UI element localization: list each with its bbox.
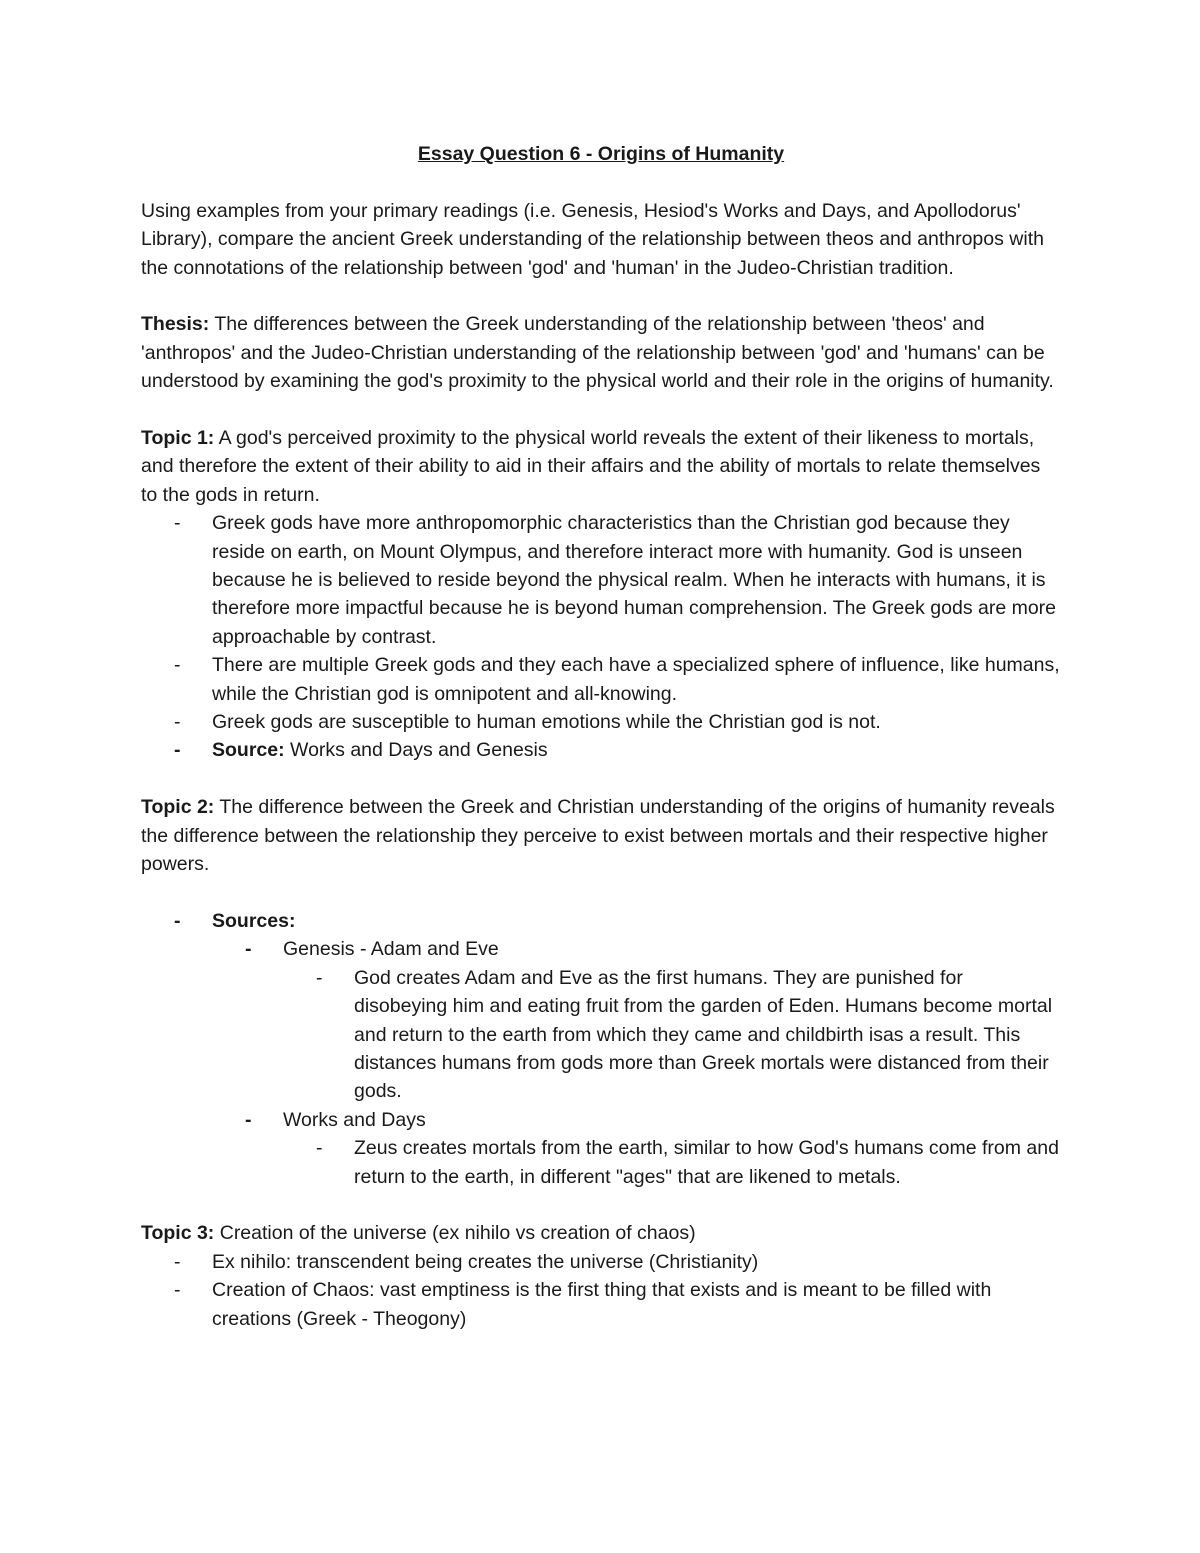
- topic3-label: Topic 3:: [141, 1222, 215, 1245]
- works-title: Works and Days: [283, 1108, 426, 1131]
- list-item: [141, 651, 1061, 708]
- spacer: [141, 1191, 1061, 1219]
- topic3-bullet-text: Creation of Chaos: vast emptiness is the first thing that exists and is meant to be filled with creations (Greek - Theogony): [212, 1279, 992, 1330]
- topic1-bullet-text: Greek gods are susceptible to human emotions while the Christian god is not.: [212, 711, 881, 734]
- list-item: [283, 964, 1061, 1106]
- genesis-title: Genesis - Adam and Eve: [283, 938, 499, 961]
- list-item: [212, 935, 1061, 1105]
- topic3-bullet-list: [141, 1248, 1061, 1333]
- dash-bullet: -: [174, 512, 181, 535]
- topic2-sources-list: [212, 935, 1061, 1191]
- list-item: [141, 1276, 1061, 1333]
- spacer: [141, 282, 1061, 310]
- genesis-detail: God creates Adam and Eve as the first humans. They are punished for disobeying him and eating fruit from the garden of Eden. Humans become mortal and return to the earth from which they came and childbirth isas a result. This distances humans from gods more than Greek mortals were distanced from their gods.: [354, 966, 1053, 1103]
- topic1-paragraph: [141, 424, 1061, 509]
- topic3-paragraph: [141, 1219, 1061, 1247]
- topic3-bullet-text: Ex nihilo: transcendent being creates the universe (Christianity): [212, 1250, 759, 1273]
- list-item: [212, 1106, 1061, 1191]
- dash-bullet: -: [174, 909, 181, 932]
- topic2-paragraph: [141, 793, 1061, 878]
- thesis-text: The differences between the Greek understanding of the relationship between 'theos' and 'anthropos' and the Judeo-Christian understanding of the relationship between 'god' and 'humans' can be understood by examining the god's proximity to the physical world and their role in the origins of humanity.: [141, 313, 1054, 393]
- topic2-text: The difference between the Greek and Christian understanding of the origins of humanity reveals the difference between the relationship they perceive to exist between mortals and their respective higher powers.: [141, 796, 1055, 876]
- thesis-label: Thesis:: [141, 313, 210, 336]
- spacer: [141, 396, 1061, 424]
- topic3-text: Creation of the universe (ex nihilo vs creation of chaos): [214, 1222, 696, 1245]
- dash-bullet: -: [245, 1108, 252, 1131]
- spacer: [141, 879, 1061, 907]
- list-item: [283, 1134, 1061, 1191]
- list-item: [141, 509, 1061, 651]
- list-item: [141, 907, 1061, 1191]
- dash-bullet: -: [316, 1137, 323, 1160]
- topic2-bullet-list: [141, 907, 1061, 1191]
- genesis-detail-list: [283, 964, 1061, 1106]
- dash-bullet: -: [174, 739, 181, 762]
- thesis-paragraph: [141, 310, 1061, 395]
- dash-bullet: -: [316, 966, 323, 989]
- topic1-source-text: Works and Days and Genesis: [284, 739, 548, 762]
- list-item: [141, 1248, 1061, 1276]
- essay-title: Essay Question 6 - Origins of Humanity: [417, 143, 785, 165]
- topic1-bullet-text: Greek gods have more anthropomorphic characteristics than the Christian god because they reside on earth, on Mount Olympus, and therefore interact more with humanity. God is unseen because he is believed to reside beyond the physical realm. When he interacts with humans, it is therefore more impactful because he is beyond human comprehension. The Greek gods are more approachable by contrast.: [212, 512, 1057, 648]
- topic1-source-label: Source:: [212, 739, 285, 762]
- topic2-sources-label: Sources:: [212, 909, 296, 932]
- document-page: [141, 140, 1061, 1333]
- dash-bullet: -: [174, 711, 181, 734]
- topic1-text: A god's perceived proximity to the physical world reveals the extent of their likeness to mortals, and therefore the extent of their ability to aid in their affairs and the ability of mortals to relate themselves to the gods in return.: [141, 427, 1041, 506]
- essay-prompt: Using examples from your primary readings (i.e. Genesis, Hesiod's Works and Days, and Apollodorus' Library), compare the ancient Greek understanding of the relationship between theos and anthropos with the connotations of the relationship between 'god' and 'human' in the Judeo-Christian tradition.: [141, 199, 1044, 279]
- topic2-label: Topic 2:: [141, 796, 215, 819]
- dash-bullet: -: [174, 1250, 181, 1273]
- works-detail: Zeus creates mortals from the earth, similar to how God's humans come from and return to the earth, in different "ages" that are likened to metals.: [354, 1137, 1059, 1188]
- list-item: [141, 708, 1061, 736]
- list-item: [141, 736, 1061, 764]
- topic1-label: Topic 1:: [141, 427, 215, 450]
- works-detail-list: [283, 1134, 1061, 1191]
- topic1-bullet-text: There are multiple Greek gods and they each have a specialized sphere of influence, like humans, while the Christian god is omnipotent and all-knowing.: [212, 654, 1060, 705]
- topic1-bullet-list: [141, 509, 1061, 765]
- dash-bullet: -: [245, 938, 252, 961]
- dash-bullet: -: [174, 654, 181, 677]
- dash-bullet: -: [174, 1279, 181, 1302]
- spacer: [141, 765, 1061, 793]
